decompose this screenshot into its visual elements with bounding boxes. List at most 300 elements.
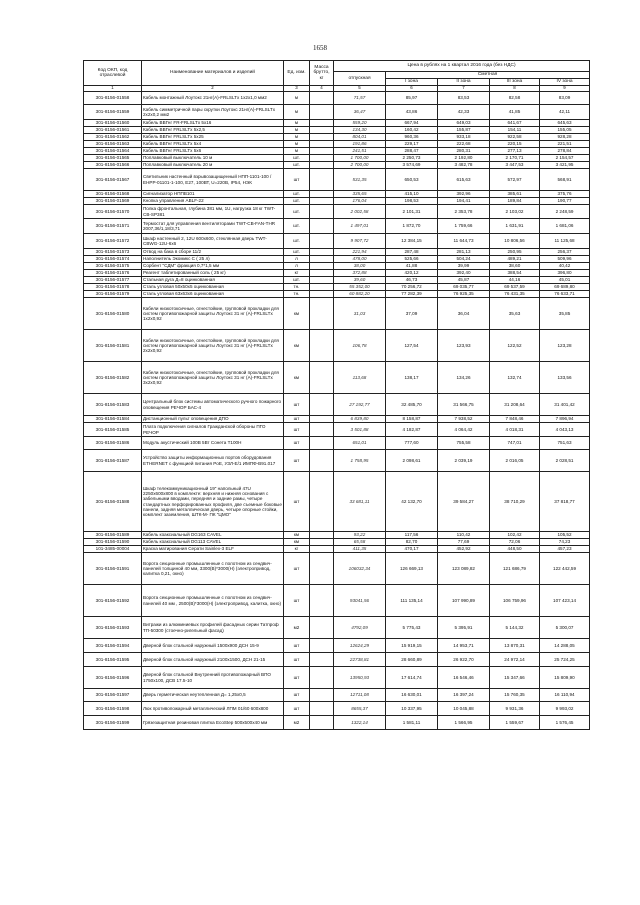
item-price-zone-4: 76 633,71 (540, 291, 590, 298)
item-price-zone-4: 568,91 (540, 169, 590, 191)
table-row (84, 298, 590, 330)
item-price-zone-2: 392,96 (438, 191, 490, 198)
item-price-zone-2: 452,92 (438, 546, 490, 553)
item-price-zone-3: 250,95 (490, 249, 540, 256)
item-price-zone-4: 155,05 (540, 127, 590, 134)
item-release-price: 93,22 (334, 532, 386, 539)
item-price-zone-1: 126 669,13 (386, 553, 438, 585)
item-price-zone-2: 10 045,88 (438, 702, 490, 716)
item-price-zone-1: 82,70 (386, 539, 438, 546)
header-release: отпускная (334, 72, 386, 86)
item-price-zone-2: 222,68 (438, 141, 490, 148)
item-release-price: 531,35 (334, 169, 386, 191)
item-price-zone-1: 1 872,70 (386, 219, 438, 234)
item-name: Сигнализатор НППВ101 (142, 191, 284, 198)
item-name: Плата подключения сигналов Гражданской обороны ПГО РЕЧОР (142, 423, 284, 437)
item-code: 301-8156-01582 (84, 362, 142, 394)
item-price-zone-3: 922,58 (490, 134, 540, 141)
item-code: 301-8156-01562 (84, 134, 142, 141)
item-name: Сорбент "СДМ" фракция 0,7*1,5 мм (142, 263, 284, 270)
item-price-zone-2: 649,03 (438, 120, 490, 127)
item-price-zone-3: 72,06 (490, 539, 540, 546)
item-price-zone-4: 457,23 (540, 546, 590, 553)
item-price-zone-4: 3 421,95 (540, 162, 590, 169)
item-name: Поплавковый выключатель 20 м (142, 162, 284, 169)
table-row (84, 450, 590, 472)
item-price-zone-1: 70 256,72 (386, 284, 438, 291)
item-code: 301-8156-01563 (84, 141, 142, 148)
item-price-zone-2: 392,40 (438, 270, 490, 277)
item-price-zone-1: 229,17 (386, 141, 438, 148)
item-price-zone-1: 8 158,87 (386, 416, 438, 423)
item-release-price: 60 882,20 (334, 291, 386, 298)
item-price-zone-1: 287,48 (386, 249, 438, 256)
item-unit: тн. (284, 291, 310, 298)
item-price-zone-1: 77 282,39 (386, 291, 438, 298)
item-price-zone-4: 15 809,90 (540, 667, 590, 689)
item-mass (310, 205, 334, 219)
item-unit: м (284, 120, 310, 127)
item-price-zone-2: 134,26 (438, 362, 490, 394)
item-name: Люк противопожарный металлический ЛПМ 01/60 600х800 (142, 702, 284, 716)
item-unit: кг (284, 270, 310, 277)
item-mass (310, 162, 334, 169)
item-unit: м2 (284, 716, 310, 730)
item-release-price: 13950,93 (334, 667, 386, 689)
table-row (84, 532, 590, 539)
item-code: 301-8156-01569 (84, 198, 142, 205)
item-name: Кабель ВВГнг FRLSLTx 5х4 (142, 141, 284, 148)
item-name: Ворота секционные промышленные с полотном из сендвич-панелей 40 мм , 2500(В)*3000(Н) (электропривод, калитка, окно) (142, 585, 284, 617)
table-row (84, 553, 590, 585)
item-name: Краска матирования Серати Sainlex-3 ELF (142, 546, 284, 553)
table-row (84, 416, 590, 423)
item-release-price: 27 192,77 (334, 394, 386, 416)
table-row (84, 120, 590, 127)
item-name: Кабель ВВГнг FRLSLTx 5х6 (142, 148, 284, 155)
item-code: 301-8156-01590 (84, 539, 142, 546)
item-unit: шт. (284, 249, 310, 256)
item-code: 101-3485-00004 (84, 546, 142, 553)
item-code: 301-8156-01599 (84, 716, 142, 730)
item-mass (310, 127, 334, 134)
item-price-zone-2: 1 566,95 (438, 716, 490, 730)
item-mass (310, 256, 334, 263)
item-unit: м (284, 148, 310, 155)
item-code: 301-8156-01558 (84, 92, 142, 105)
item-name: Кабели низкотоксичные, огнестойкие, групповой прокладки для систем противопожарной защиты Лоутокс 31 нг (А)-FRLSLTx 1х2х0,92 (142, 298, 284, 330)
item-price-zone-4: 278,84 (540, 148, 590, 155)
table-row (84, 148, 590, 155)
item-unit: шт. (284, 155, 310, 162)
item-price-zone-1: 41,88 (386, 263, 438, 270)
item-price-zone-1: 160,42 (386, 127, 438, 134)
item-price-zone-2: 281,13 (438, 249, 490, 256)
item-price-zone-3: 13 870,31 (490, 639, 540, 653)
table-row (84, 263, 590, 270)
item-mass (310, 553, 334, 585)
item-code: 301-8156-01585 (84, 423, 142, 437)
item-price-zone-2: 615,63 (438, 169, 490, 191)
item-release-price: 39,60 (334, 277, 386, 284)
item-code: 301-8156-01571 (84, 219, 142, 234)
item-price-zone-4: 1 576,45 (540, 716, 590, 730)
table-row (84, 234, 590, 249)
item-release-price: 3 501,88 (334, 423, 386, 437)
item-unit: шт (284, 416, 310, 423)
item-code: 301-8156-01587 (84, 450, 142, 472)
item-code: 301-8156-01586 (84, 437, 142, 450)
item-mass (310, 234, 334, 249)
header-zone-2: II зона (438, 79, 490, 86)
item-price-zone-4: 16 110,94 (540, 689, 590, 702)
item-price-zone-3: 189,84 (490, 198, 540, 205)
item-name: Термостат для управления вентиляторами TWT-CB-FAN-THR 2007,36/1,18/3,71 (142, 219, 284, 234)
item-price-zone-2: 933,18 (438, 134, 490, 141)
page-number: 1658 (313, 44, 327, 52)
item-price-zone-4: 221,51 (540, 141, 590, 148)
item-price-zone-3: 121 686,79 (490, 553, 540, 585)
item-unit: км (284, 330, 310, 362)
item-unit: шт (284, 472, 310, 532)
item-unit: л (284, 256, 310, 263)
item-code: 301-8156-01578 (84, 284, 142, 291)
item-mass (310, 298, 334, 330)
item-unit: км (284, 362, 310, 394)
item-mass (310, 585, 334, 617)
table-row (84, 191, 590, 198)
item-price-zone-4: 83,09 (540, 92, 590, 105)
item-price-zone-3: 154,11 (490, 127, 540, 134)
item-price-zone-1: 42 132,70 (386, 472, 438, 532)
table-row (84, 291, 590, 298)
item-mass (310, 284, 334, 291)
column-index: 7 (438, 86, 490, 92)
table-row (84, 423, 590, 437)
header-zone-3: III зона (490, 79, 540, 86)
item-price-zone-3: 24 972,14 (490, 653, 540, 667)
item-price-zone-4: 11 125,68 (540, 234, 590, 249)
item-release-price: 93041,56 (334, 585, 386, 617)
item-code: 301-8156-01581 (84, 330, 142, 362)
item-mass (310, 249, 334, 256)
item-price-zone-3: 69 537,59 (490, 284, 540, 291)
item-mass (310, 546, 334, 553)
item-price-zone-2: 45,87 (438, 277, 490, 284)
item-release-price: 6 839,80 (334, 416, 386, 423)
item-price-zone-1: 17 614,74 (386, 667, 438, 689)
item-price-zone-1: 2 101,31 (386, 205, 438, 219)
table-row (84, 362, 590, 394)
item-code: 301-8156-01583 (84, 394, 142, 416)
item-mass (310, 716, 334, 730)
table-row (84, 394, 590, 416)
item-price-zone-2: 39,99 (438, 263, 490, 270)
item-price-zone-2: 16 397,24 (438, 689, 490, 702)
item-price-zone-4: 190,77 (540, 198, 590, 205)
item-code: 301-8156-01560 (84, 120, 142, 127)
item-code: 301-8156-01575 (84, 263, 142, 270)
item-name: Кабель коаксиальный DG163 CAVEL (142, 532, 284, 539)
item-mass (310, 169, 334, 191)
item-price-zone-4: 69 689,80 (540, 284, 590, 291)
item-release-price: 2 002,58 (334, 205, 386, 219)
item-unit: м (284, 141, 310, 148)
item-mass (310, 639, 334, 653)
item-name: Кабель монтажный Лоутокс 21нг(А)-FRLSLTx 1х2х1,0 мм2 (142, 92, 284, 105)
table-row (84, 155, 590, 162)
item-price-zone-4: 509,96 (540, 256, 590, 263)
item-price-zone-4: 2 028,51 (540, 450, 590, 472)
item-price-zone-2: 194,41 (438, 198, 490, 205)
item-release-price: 804,01 (334, 134, 386, 141)
item-price-zone-3: 102,42 (490, 532, 540, 539)
item-price-zone-1: 415,10 (386, 191, 438, 198)
header-unit: Ед. изм. (284, 61, 310, 86)
item-price-zone-4: 2 154,57 (540, 155, 590, 162)
item-unit: шт (284, 689, 310, 702)
item-release-price: 559,20 (334, 120, 386, 127)
item-mass (310, 702, 334, 716)
item-unit: шт. (284, 219, 310, 234)
item-price-zone-2: 280,31 (438, 148, 490, 155)
item-release-price: 191,86 (334, 141, 386, 148)
item-mass (310, 148, 334, 155)
item-price-zone-1: 127,54 (386, 330, 438, 362)
item-price-zone-1: 85,97 (386, 92, 438, 105)
item-name: Ворота секционные промышленные с полотном из сендвич-панелей толщиной 40 мм, 3300(В)*3000(Н) (электропривод, калитка 0,21, окно) (142, 553, 284, 585)
item-mass (310, 472, 334, 532)
item-name: Полка фронтальная, глубина 381 мм, 1U, нагрузка 18 кг TWT-CB-SP381 (142, 205, 284, 219)
item-unit: шт (284, 423, 310, 437)
item-price-zone-4: 928,28 (540, 134, 590, 141)
item-release-price: 22738,81 (334, 653, 386, 667)
item-name: Устройство защиты информационных портов оборудования ETHERNET с функцией питания PoE, УЗЛ-Е/1 ИМПФ-В91.017 (142, 450, 284, 472)
item-price-zone-1: 117,56 (386, 532, 438, 539)
item-code: 301-8156-01566 (84, 162, 142, 169)
item-mass (310, 416, 334, 423)
item-price-zone-3: 388,54 (490, 270, 540, 277)
item-release-price: 1 497,01 (334, 219, 386, 234)
item-mass (310, 539, 334, 546)
item-price-zone-3: 572,97 (490, 169, 540, 191)
item-price-zone-1: 32 485,70 (386, 394, 438, 416)
item-price-zone-2: 16 546,46 (438, 667, 490, 689)
item-mass (310, 450, 334, 472)
item-name: Дверной блок стальной Внутренний противопожарный ВПО 1750х100, ДСВ 17.5-10 (142, 667, 284, 689)
item-name: Поплавковый выключатель 10 м (142, 155, 284, 162)
item-price-zone-2: 1 759,66 (438, 219, 490, 234)
item-price-zone-3: 31 208,64 (490, 394, 540, 416)
item-price-zone-1: 960,36 (386, 134, 438, 141)
table-row (84, 653, 590, 667)
item-price-zone-3: 15 760,35 (490, 689, 540, 702)
item-unit: шт (284, 585, 310, 617)
table-row (84, 639, 590, 653)
item-mass (310, 92, 334, 105)
item-mass (310, 198, 334, 205)
item-mass (310, 141, 334, 148)
item-price-zone-2: 76 925,35 (438, 291, 490, 298)
item-name: Витражи из алюминиевых профилей фасадных серии Татпроф ТП-50300 (стоечно-ригельный фасад) (142, 617, 284, 639)
item-code: 301-8156-01559 (84, 105, 142, 120)
item-release-price: 176,04 (334, 198, 386, 205)
item-price-zone-2: 5 395,91 (438, 617, 490, 639)
item-release-price: 478,00 (334, 256, 386, 263)
item-price-zone-4: 133,56 (540, 362, 590, 394)
item-price-zone-1: 650,53 (386, 169, 438, 191)
item-code: 301-8156-01573 (84, 249, 142, 256)
item-price-zone-2: 39 584,27 (438, 472, 490, 532)
item-name: Кнопка управления ABLF-22 (142, 198, 284, 205)
item-release-price: 113,68 (334, 362, 386, 394)
item-price-zone-2: 107 990,89 (438, 585, 490, 617)
item-price-zone-2: 7 938,52 (438, 416, 490, 423)
header-code: Код ОКП, код отраслевой (84, 61, 142, 86)
item-price-zone-2: 36,04 (438, 298, 490, 330)
table-row (84, 127, 590, 134)
item-unit: шт. (284, 277, 310, 284)
item-price-zone-3: 489,21 (490, 256, 540, 263)
item-price-zone-3: 76 431,35 (490, 291, 540, 298)
column-index: 1 (84, 86, 142, 92)
item-mass (310, 394, 334, 416)
item-mass (310, 120, 334, 127)
item-mass (310, 689, 334, 702)
item-price-zone-3: 132,74 (490, 362, 540, 394)
item-release-price: 106,78 (334, 330, 386, 362)
item-price-zone-1: 2 250,73 (386, 155, 438, 162)
item-unit: км (284, 298, 310, 330)
item-code: 301-8156-01596 (84, 667, 142, 689)
item-price-zone-2: 31 566,75 (438, 394, 490, 416)
item-price-zone-3: 1 631,91 (490, 219, 540, 234)
item-release-price: 12711,08 (334, 689, 386, 702)
item-price-zone-4: 31 401,42 (540, 394, 590, 416)
table-row (84, 141, 590, 148)
item-release-price: 651,01 (334, 437, 386, 450)
item-price-zone-1: 43,86 (386, 105, 438, 120)
item-code: 301-8156-01584 (84, 416, 142, 423)
column-index: 6 (386, 86, 438, 92)
item-release-price: 2 700,00 (334, 162, 386, 169)
item-release-price: 71,57 (334, 92, 386, 105)
item-price-zone-4: 122 442,59 (540, 553, 590, 585)
item-price-zone-2: 83,53 (438, 92, 490, 105)
item-price-zone-3: 1 559,67 (490, 716, 540, 730)
item-price-zone-3: 15 347,66 (490, 667, 540, 689)
item-price-zone-3: 82,58 (490, 92, 540, 105)
item-price-zone-1: 12 384,15 (386, 234, 438, 249)
item-price-zone-3: 277,13 (490, 148, 540, 155)
item-price-zone-3: 3 447,53 (490, 162, 540, 169)
item-code: 301-8156-01572 (84, 234, 142, 249)
item-price-zone-2: 11 644,73 (438, 234, 490, 249)
column-index: 3 (284, 86, 310, 92)
item-price-zone-2: 2 039,19 (438, 450, 490, 472)
item-release-price: 1 758,95 (334, 450, 386, 472)
item-price-zone-4: 5 300,07 (540, 617, 590, 639)
item-unit: м (284, 105, 310, 120)
header-zone-1: I зона (386, 79, 438, 86)
item-price-zone-3: 448,50 (490, 546, 540, 553)
item-price-zone-3: 106 759,96 (490, 585, 540, 617)
item-name: Отвод на бака в сборе 11/2 (142, 249, 284, 256)
item-code: 301-8156-01592 (84, 585, 142, 617)
item-price-zone-4: 396,80 (540, 270, 590, 277)
item-price-zone-2: 110,42 (438, 532, 490, 539)
item-code: 301-8156-01567 (84, 169, 142, 191)
item-code: 301-8156-01561 (84, 127, 142, 134)
item-price-zone-3: 38 710,29 (490, 472, 540, 532)
item-price-zone-2: 123,93 (438, 330, 490, 362)
item-code: 301-8156-01588 (84, 472, 142, 532)
item-code: 301-8156-01580 (84, 298, 142, 330)
item-price-zone-4: 645,63 (540, 120, 590, 127)
item-mass (310, 437, 334, 450)
item-price-zone-4: 74,23 (540, 539, 590, 546)
item-unit: шт (284, 169, 310, 191)
item-code: 301-8156-01568 (84, 191, 142, 198)
column-index: 4 (310, 86, 334, 92)
item-unit: кг (284, 546, 310, 553)
item-name: Дверь герметическая неутепленная Д= 1,25х0,5 (142, 689, 284, 702)
item-price-zone-1: 15 919,15 (386, 639, 438, 653)
item-price-zone-3: 122,52 (490, 330, 540, 362)
item-price-zone-4: 1 681,06 (540, 219, 590, 234)
table-row (84, 284, 590, 291)
item-code: 301-8156-01598 (84, 702, 142, 716)
item-price-zone-4: 375,76 (540, 191, 590, 198)
item-mass (310, 362, 334, 394)
item-mass (310, 155, 334, 162)
item-price-zone-3: 10 806,56 (490, 234, 540, 249)
item-name: Шкаф настенный 2, 12U 600х600, стеклянная дверь TWT-CBWG-12U-6х6 (142, 234, 284, 249)
item-price-zone-3: 35,63 (490, 298, 540, 330)
item-price-zone-1: 3 574,69 (386, 162, 438, 169)
item-release-price: 12624,29 (334, 639, 386, 653)
item-code: 301-8156-01595 (84, 653, 142, 667)
table-row (84, 219, 590, 234)
item-release-price: 36,47 (334, 105, 386, 120)
price-table (83, 60, 590, 730)
item-name: Сталь угловая 50х50х5 оцинкованная (142, 284, 284, 291)
item-unit: шт (284, 394, 310, 416)
item-unit: шт (284, 667, 310, 689)
item-code: 301-8156-01570 (84, 205, 142, 219)
item-price-zone-2: 123 089,82 (438, 553, 490, 585)
table-row (84, 198, 590, 205)
item-price-zone-1: 777,60 (386, 437, 438, 450)
table-row (84, 539, 590, 546)
item-unit: м (284, 92, 310, 105)
item-price-zone-3: 9 931,36 (490, 702, 540, 716)
item-price-zone-4: 107 423,14 (540, 585, 590, 617)
item-unit: шт. (284, 191, 310, 198)
item-mass (310, 263, 334, 270)
item-release-price: 4792,09 (334, 617, 386, 639)
item-price-zone-1: 111 135,14 (386, 585, 438, 617)
item-name: Наполнитель Экомикс С ( 25 л) (142, 256, 284, 263)
item-release-price: 241,51 (334, 148, 386, 155)
item-code: 301-8156-01565 (84, 155, 142, 162)
item-price-zone-1: 16 630,01 (386, 689, 438, 702)
item-release-price: 221,94 (334, 249, 386, 256)
item-mass (310, 423, 334, 437)
item-price-zone-1: 28 660,89 (386, 653, 438, 667)
item-price-zone-4: 35,85 (540, 298, 590, 330)
item-mass (310, 270, 334, 277)
